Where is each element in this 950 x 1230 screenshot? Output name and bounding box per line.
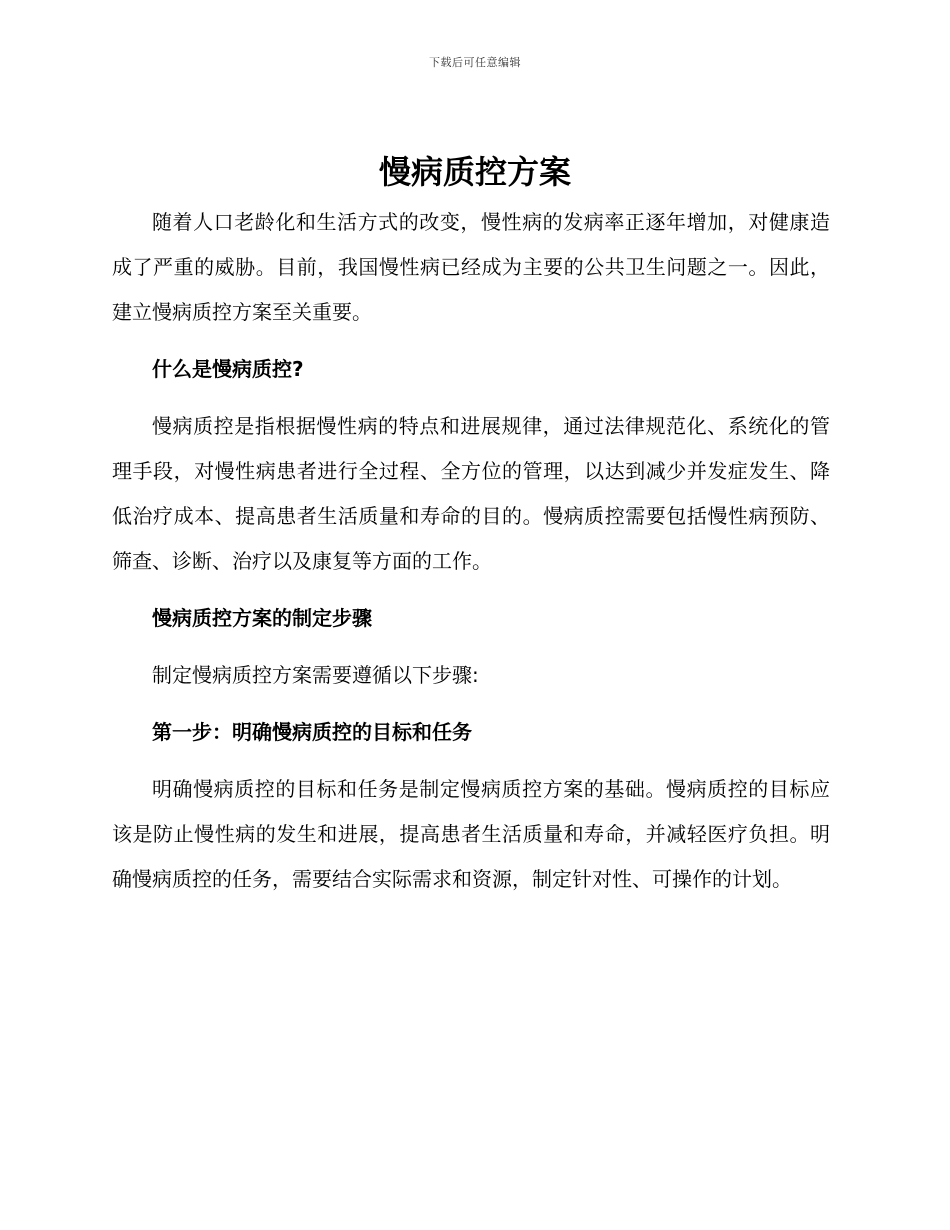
step1-paragraph: 明确慢病质控的目标和任务是制定慢病质控方案的基础。慢病质控的目标应该是防止慢性病的发生和进展，提高患者生活质量和寿命，并减轻医疗负担。明确慢病质控的任务，需要结合实际需求和资源，制定针对性、可操作的计划。 <box>112 777 830 891</box>
step1-heading: 第一步：明确慢病质控的目标和任务 <box>152 720 472 744</box>
header-note: 下载后可任意编辑 <box>429 56 521 69</box>
intro-paragraph: 随着人口老龄化和生活方式的改变，慢性病的发病率正逐年增加，对健康造成了严重的威胁。目前，我国慢性病已经成为主要的公共卫生问题之一。因此，建立慢病质控方案至关重要。 <box>112 210 830 324</box>
document-body <box>112 200 830 902</box>
what-is-paragraph: 慢病质控是指根据慢性病的特点和进展规律，通过法律规范化、系统化的管理手段，对慢性病患者进行全过程、全方位的管理，以达到减少并发症发生、降低治疗成本、提高患者生活质量和寿命的目的。慢病质控需要包括慢性病预防、筛查、诊断、治疗以及康复等方面的工作。 <box>112 414 830 573</box>
section-heading-what-is: 什么是慢病质控? <box>152 357 304 381</box>
steps-intro-paragraph: 制定慢病质控方案需要遵循以下步骤: <box>152 663 479 687</box>
section-heading-steps: 慢病质控方案的制定步骤 <box>152 606 372 630</box>
document-title: 慢病质控方案 <box>378 153 571 191</box>
